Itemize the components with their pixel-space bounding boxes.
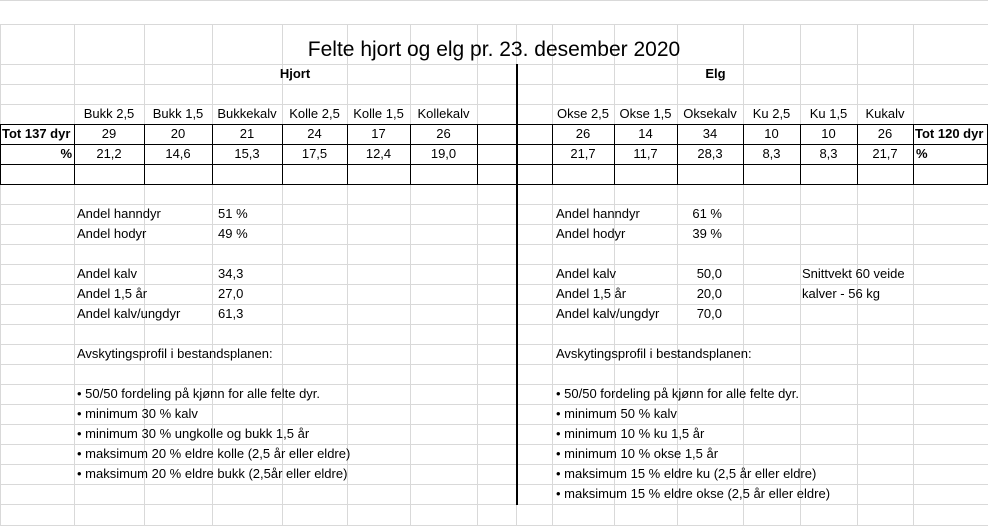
stat-label: Andel 1,5 år xyxy=(556,286,627,301)
percent-cell: 21,7 xyxy=(570,146,596,161)
column-header: Bukk 2,5 xyxy=(83,106,135,121)
gridline-vertical xyxy=(913,24,914,525)
count-cell: 10 xyxy=(821,126,836,141)
bullet-item: • 50/50 fordeling på kjønn for alle felte dyr. xyxy=(556,386,800,401)
center-divider xyxy=(516,64,518,505)
gridline-vertical xyxy=(477,24,478,525)
percent-cell: 12,4 xyxy=(365,146,392,161)
stat-value: 49 % xyxy=(218,226,248,241)
stat-label: Andel hodyr xyxy=(77,226,147,241)
column-header: Kolle 2,5 xyxy=(289,106,340,121)
profile-heading: Avskytingsprofil i bestandsplanen: xyxy=(77,346,273,361)
total-label: Tot 120 dyr xyxy=(915,126,984,141)
percent-cell: 8,3 xyxy=(762,146,781,161)
stat-value: 50,0 xyxy=(696,266,722,281)
weight-note: Snittvekt 60 veide xyxy=(802,266,905,281)
gridline-horizontal xyxy=(0,484,988,485)
bullet-item: • maksimum 20 % eldre kolle (2,5 år eller eldre) xyxy=(77,446,351,461)
bullet-item: • minimum 10 % ku 1,5 år xyxy=(556,426,705,441)
column-header: Okse 1,5 xyxy=(619,106,672,121)
stat-label: Andel kalv/ungdyr xyxy=(77,306,181,321)
count-cell: 29 xyxy=(101,126,117,141)
bullet-item: • 50/50 fordeling på kjønn for alle felte dyr. xyxy=(77,386,321,401)
gridline-vertical xyxy=(74,24,75,525)
gridline-horizontal xyxy=(0,84,988,85)
stat-label: Andel kalv/ungdyr xyxy=(556,306,660,321)
border-horizontal xyxy=(0,164,988,165)
percent-cell: 21,2 xyxy=(96,146,122,161)
count-cell: 26 xyxy=(575,126,591,141)
gridline-vertical xyxy=(0,24,1,525)
stat-value: 61 % xyxy=(692,206,722,221)
weight-note: kalver - 56 kg xyxy=(802,286,881,301)
column-header: Okse 2,5 xyxy=(556,106,610,121)
gridline-horizontal xyxy=(0,0,988,1)
bullet-item: • minimum 30 % kalv xyxy=(77,406,198,421)
column-header: Kolle 1,5 xyxy=(353,106,404,121)
stat-value: 61,3 xyxy=(218,306,244,321)
count-cell: 14 xyxy=(638,126,653,141)
percent-cell: 8,3 xyxy=(819,146,838,161)
count-cell: 34 xyxy=(702,126,718,141)
bullet-item: • maksimum 15 % eldre ku (2,5 år eller eldre) xyxy=(556,466,817,481)
percent-cell: 17,5 xyxy=(301,146,328,161)
gridline-vertical xyxy=(800,24,801,525)
percent-label: % xyxy=(60,146,72,161)
percent-cell: 28,3 xyxy=(697,146,723,161)
stat-value: 51 % xyxy=(218,206,248,221)
section-heading-elg: Elg xyxy=(705,66,726,81)
column-header: Bukk 1,5 xyxy=(152,106,204,121)
count-cell: 24 xyxy=(307,126,322,141)
stat-label: Andel hanndyr xyxy=(556,206,640,221)
stat-value: 27,0 xyxy=(218,286,244,301)
percent-cell: 19,0 xyxy=(430,146,457,161)
gridline-horizontal xyxy=(0,324,988,325)
gridline-horizontal xyxy=(0,364,988,365)
column-header: Ku 2,5 xyxy=(752,106,791,121)
gridline-vertical xyxy=(743,24,744,525)
bullet-item: • maksimum 20 % eldre bukk (2,5år eller eldre) xyxy=(77,466,348,481)
gridline-horizontal xyxy=(0,244,988,245)
count-cell: 21 xyxy=(239,126,255,141)
stat-value: 70,0 xyxy=(696,306,722,321)
stat-label: Andel kalv xyxy=(77,266,137,281)
count-cell: 26 xyxy=(877,126,893,141)
percent-cell: 15,3 xyxy=(234,146,260,161)
border-horizontal xyxy=(0,184,988,185)
stat-label: Andel kalv xyxy=(556,266,616,281)
column-header: Ku 1,5 xyxy=(809,106,848,121)
bullet-item: • minimum 10 % okse 1,5 år xyxy=(556,446,719,461)
bullet-item: • minimum 30 % ungkolle og bukk 1,5 år xyxy=(77,426,310,441)
stat-value: 39 % xyxy=(692,226,722,241)
column-header: Oksekalv xyxy=(683,106,737,121)
section-heading-hjort: Hjort xyxy=(279,66,311,81)
count-cell: 26 xyxy=(436,126,451,141)
percent-cell: 21,7 xyxy=(872,146,898,161)
count-cell: 17 xyxy=(371,126,386,141)
stat-label: Andel 1,5 år xyxy=(77,286,148,301)
gridline-horizontal xyxy=(0,224,988,225)
border-vertical xyxy=(913,124,914,184)
percent-cell: 14,6 xyxy=(165,146,191,161)
stat-value: 20,0 xyxy=(696,286,722,301)
stat-label: Andel hodyr xyxy=(556,226,626,241)
gridline-horizontal xyxy=(0,504,988,505)
gridline-vertical xyxy=(410,24,411,525)
count-cell: 20 xyxy=(170,126,186,141)
gridline-vertical xyxy=(552,24,553,525)
stat-label: Andel hanndyr xyxy=(77,206,161,221)
stat-value: 34,3 xyxy=(218,266,244,281)
border-vertical xyxy=(477,124,478,184)
bullet-item: • maksimum 15 % eldre okse (2,5 år eller eldre) xyxy=(556,486,831,501)
total-label: Tot 137 dyr xyxy=(2,126,71,141)
percent-cell: 11,7 xyxy=(633,146,658,161)
percent-label: % xyxy=(916,146,928,161)
column-header: Bukkekalv xyxy=(217,106,277,121)
profile-heading: Avskytingsprofil i bestandsplanen: xyxy=(556,346,752,361)
bullet-item: • minimum 50 % kalv xyxy=(556,406,677,421)
page-title: Felte hjort og elg pr. 23. desember 2020 xyxy=(307,38,681,61)
gridline-horizontal xyxy=(0,24,988,25)
count-cell: 10 xyxy=(764,126,779,141)
column-header: Kukalv xyxy=(865,106,905,121)
column-header: Kollekalv xyxy=(417,106,470,121)
